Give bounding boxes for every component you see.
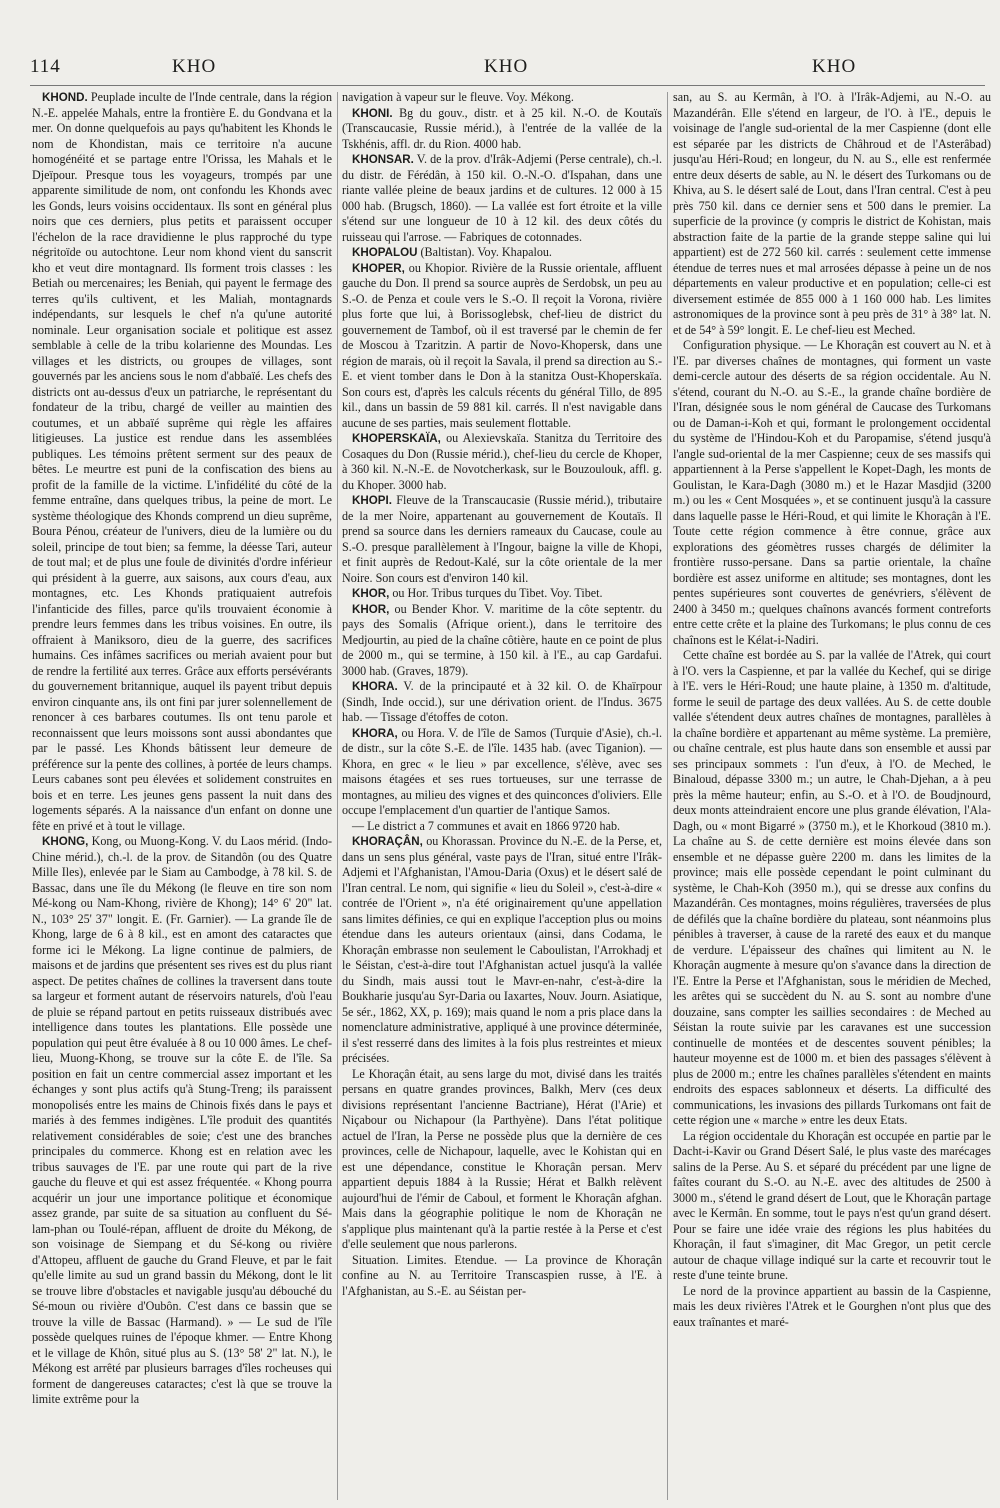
entry-headword: KHONI. (352, 106, 393, 120)
dictionary-entry (32, 834, 332, 1408)
column-3-heading: KHO (812, 56, 857, 77)
entry-text: ou Alexievskaïa. Stanitza du Territoire des Cosaques du Don (Russie mérid.), chef-lieu du cercle de Khoper, à 360 kil. N.-N.-E. de Novotcherkask, sur le Bouzoulouk, affl. g. du Khoper. 3000 hab. (342, 431, 662, 492)
entry-headword: KHOND. (42, 91, 88, 104)
entry-paragraph (342, 90, 662, 106)
text-column-3 (673, 90, 991, 1502)
entry-headword: KHOPERSKAÏA, (352, 432, 441, 445)
header-rule (30, 85, 985, 86)
entry-text: Situation. Limites. Etendue. — La province de Khoraçân confine au N. au Territoire Transcaspien russe, à l'E. à l'Afghanistan, au S.-E. au Séistan per- (342, 1252, 662, 1298)
entry-text: Le nord de la province appartient au bassin de la Caspienne, mais les deux rivières l'Atrek et le Gourghen n'ont plus que des eaux traînantes et maré- (673, 1283, 991, 1329)
column-1-heading: KHO (172, 56, 217, 77)
dictionary-entry (342, 106, 662, 153)
entry-text: ou Bender Khor. V. maritime de la côte septentr. du pays des Somalis (Afrique orient.), dans le territoire des Medjourtin, au pied de la chaîne côtière, haute en ce point de plus de 2000 m., qui se termine, à 150 kil. à l'E., au cap Gardafui. 3000 hab. (Graves, 1879). (342, 601, 662, 678)
dictionary-entry (342, 602, 662, 680)
page-number: 114 (30, 56, 61, 77)
entry-paragraph (342, 1067, 662, 1253)
entry-headword: KHORA, (352, 726, 398, 740)
text-column-1 (32, 90, 332, 1502)
entry-headword: KHOPER, (352, 261, 405, 275)
entry-text: Cette chaîne est bordée au S. par la vallée de l'Atrek, qui court à l'O. vers la Caspienne, et par la vallée du Kechef, qui se dirige à l'E. vers le Héri-Roud; une haute plaine, à 1350 m. d'altitude, forme le seuil de partage des deux vallées. Au S. de cette double vallée s'étendent deux autres chaînes de montagnes, parallèles à la chaîne bordière et appartenant au même système. La première, ou chaîne centrale, est plus haute dans son ensemble et aussi par ses principaux sommets : l'un d'eux, à l'O. de Meched, le Binaloud, dépasse 3300 m.; un autre, le Chah-Djehan, a à peu près la même hauteur; enfin, au S.-O. et à l'O. de Boudjnourd, deux monts atteindraient encore une plus grande élévation, l'Ala-Dagh, ou « mont Bigarré » (3750 m.), et le Khorkoud (3810 m.). La chaîne au S. de cette dernière est moins élevée dans son ensemble et ne dépasse guère 2200 m. dans les limites de la province; mais elle possède cependant le point culminant du système, le Chah-Koh (3950 m.), qui se dresse aux confins du Mazandérân. Ces montagnes, moins régulières, traversées de plus de défilés que la chaîne bordière du plateau, sont néanmoins plus pénibles à traverser, à cause de la rareté des eaux et du manque de verdure. L'épaisseur des chaînes qui limitent au N. le Khoraçân augmente à mesure qu'on s'avance dans la direction de l'E. Entre la Perse et l'Afghanistan, sous le méridien de Meched, les arêtes qui se succèdent du N. au S. sont au nombre d'une douzaine, sans compter les saillies secondaires : de Meched au Séistan la route suivie par les caravanes est une succession continuelle de montées et de descentes souvent pénibles; la hauteur moyenne est de 1000 m. et bien des passages s'élèvent à plus de 2000 m.; entre les chaînes parallèles s'étendent en maints endroits des espaces sablonneux et déserts. La difficulté des communications, les invasions des pillards Turkomans ont fait de cette région une « marche » entre les deux Etats. (673, 648, 991, 1127)
entry-paragraph (342, 1253, 662, 1300)
entry-paragraph (673, 1284, 991, 1331)
entry-headword: KHONG, (42, 835, 89, 848)
entry-paragraph (342, 819, 662, 835)
entry-text: navigation à vapeur sur le fleuve. Voy. Mékong. (342, 90, 574, 104)
dictionary-entry (342, 679, 662, 726)
dictionary-entry (342, 261, 662, 432)
entry-headword: KHONSAR. (352, 153, 414, 166)
dictionary-entry (342, 493, 662, 586)
entry-headword: KHOPALOU (352, 246, 418, 259)
entry-text: Peuplade inculte de l'Inde centrale, dans la région N.-E. appelée Mahals, entre la frontière E. du Gondvana et la mer. On donne quelquefois au pays qu'habitent les Khonds le nom de Khondistan, mais ce territoire n'a aucune homogénéité et se partage entre l'Orissa, les Mahals et le Djeïpour. Presque tous les voyageurs, trompés par une apparente similitude de nom, ont confondu les Khonds avec les Gonds, leurs voisins occidentaux. Ils sont en général plus noirs que ces derniers, plus petits et paraissent occuper l'échelon de la race dravidienne le plus rapproché du type négritoïde ou autochtone. Leur nom khond vient du sanscrit kho et veut dire montagnard. Ils forment trois classes : les Betiah ou mercenaires; les Beniah, qui payent le fermage des terres qu'ils cultivent, et les Maliah, montagnards indépendants, sur lesquels le chef n'a qu'une autorité nominale. Leur organisation sociale et politique est assez semblable à celle de la tribu kolarienne des Moundas. Les villages et les districts, ou groupes de villages, sont gouvernés par les anciens sous le nom d'abbaïé. Les chefs des districts ont au-dessus d'eux un patriarche, le représentant du fondateur de la tribu, chargé de veiller au maintien des coutumes, et un abbaïé suprême qui règle les affaires litigieuses. La justice est rendue dans les assemblées publiques. Les témoins prêtent serment sur des peaux de bêtes. Le meurtre est puni de la confiscation des biens au profit de la famille de la victime. L'infidélité du côté de la femme entraîne, dans quelques tribus, la peine de mort. Le système théologique des Khonds comprend un dieu suprême, Boura Pénou, créateur de l'univers, dieu de la lumière ou du soleil, principe de tout bien; sa femme, la déesse Tari, auteur de tout mal; et de plus une foule de divinités d'ordre inférieur qui président à la guerre, aux saisons, aux cours d'eau, aux montagnes, etc. Les Khonds pratiquaient autrefois l'infanticide des filles, parce qu'ils trouvaient économie à prendre leurs femmes dans les tribus voisines. En outre, ils offraient à Maniksoro, dieu de la guerre, des sacrifices humains. Ces infâmes sacrifices ou meriah avaient pour but de rendre la fertilité aux terres. Grâce aux efforts persévérants du gouvernement britannique, auquel ils payent tribut depuis environ cinquante ans, ils ont fini par jurer solennellement de renoncer à ces barbares coutumes. Ils ont tenu parole et reconnaissent que leurs moissons sont aussi abondantes que par le passé. Les Khonds bâtissent leur demeure de préférence sur la pente des collines, à portée de leurs champs. Leurs cabanes sont peu élevées et solidement construites en bois et en terre. Les jeunes gens passent la nuit dans des logements séparés. A la naissance d'un enfant on donne une fête en privé et à tout le village. (32, 90, 332, 833)
text-column-2 (342, 90, 662, 1502)
entry-headword: KHOR, (352, 602, 390, 616)
entry-text: La région occidentale du Khoraçân est occupée en partie par le Dacht-i-Kavir ou Grand Désert Salé, le plus vaste des marécages salins de la Perse. Au S. et séparé du précédent par une ligne de faîtes courant du S.-O. au N.-E. avec des altitudes de 2500 à 3000 m., s'étend le grand désert de Lout, que le Khoraçân partage avec le Kermân. En somme, tout le pays n'est qu'un grand désert. Pour se faire une idée vraie des régions les plus habitées du Khoraçân, il faut s'imaginer, dit Mac Gregor, un petit cercle autour de chaque village indiqué sur la carte et recouvrir tout le reste d'une teinte brune. (673, 1128, 991, 1282)
entry-text: ou Khorassan. Province du N.-E. de la Perse, et, dans un sens plus général, vaste pays de l'Iran, situé entre l'Irâk-Adjemi et l'Afghanistan, l'Amou-Daria (Oxus) et le désert salé de l'Iran central. Le nom, qui signifie « lieu du Soleil », c'est-à-dire « contrée de l'Orient », n'a été originairement qu'une appellation sans limites définies, ce qui en explique l'acception plus ou moins étendue dans les auteurs orientaux (ainsi, dans Codama, le Khoraçân embrasse non seulement le Caboulistan, l'Arrokhadj et le Séistan, c'est-à-dire tout l'Afghanistan actuel jusqu'à la vallée du Sindh, mais aussi tout le Mavr-en-nahr, c'est-à-dire la Boukharie jusqu'au Syr-Daria ou Iaxartes, Nouv. Journ. Asiatique, 5e sér., 1862, XX, p. 169); mais quand le nom a pris place dans la nomenclature administrative, appliqué à une province déterminée, il s'est resserré dans des limites à la fois plus restreintes et mieux précisées. (342, 834, 662, 1065)
entry-headword: KHOR, (352, 587, 390, 600)
entry-text: san, au S. au Kermân, à l'O. à l'Irâk-Adjemi, au N.-O. au Mazandérân. Elle s'étend en largeur, de l'O. à l'E., depuis le voisinage de l'angle sud-oriental de la mer Caspienne (dont elle est séparée par les districts de Châhroud et de l'Asterâbad) jusqu'au Héri-Roud; en longeur, du N. au S., elle est renfermée entre deux déserts de sable, au N. le désert des Turkomans ou de Khiva, au S. le désert salé de Lout, dans l'Iran central. C'est à peu près 750 kil. dans ce dernier sens et 500 dans le premier. La superficie de la province (y compris le district de Kohistan, mais abstraction faite de la partie de la grande steppe saline qui lui appartient) est de 272 560 kil. carrés : seulement cette immense étendue de terres nues et mal arrosées dépasse à peine un de nos départements en valeur productive et en population; celle-ci est diversement estimée de 855 000 à 1 160 000 hab. Les limites astronomiques de la province sont à peu près de 31° à 38° lat. N. et de 54° à 59° longit. E. Le chef-lieu est Meched. (673, 90, 991, 337)
entry-text: ou Khopior. Rivière de la Russie orientale, affluent gauche du Don. Il prend sa source auprès de Serdobsk, un peu au S.-O. de Penza et coule vers le S.-O. Il reçoit la Vorona, rivière plus forte que lui, à Borissoglebsk, chef-lieu de district du gouvernement de Tambof, où il est traversé par le chemin de fer de Moscou à Tzaritzin. A partir de Novo-Khopersk, dans une région de marais, où il reçoit la Savala, il prend sa direction au S.-E. et vient tomber dans le Don à la stanitza Oust-Khoperskaïa. Son cours est, d'après les calculs récents du général Tillo, de 895 kil., dans un bassin de 59 881 kil. carrés. Il n'est navigable dans aucune de ses parties, mais seulement flottable. (342, 260, 662, 430)
dictionary-entry (342, 152, 662, 245)
entry-text: V. de la prov. d'Irâk-Adjemi (Perse centrale), ch.-l. du distr. de Férédân, à 150 kil. O.-N.-O. d'Ispahan, dans une riante vallée pleine de beaux jardins et de cultures. 12 000 à 15 000 hab. (Brugsch, 1860). — La vallée est fort étroite et la ville s'étend sur une longueur de 10 à 12 kil. des deux côtés du ruisseau qui l'arrose. — Fabriques de cotonnades. (342, 152, 662, 244)
entry-text: Bg du gouv., distr. et à 25 kil. N.-O. de Koutaïs (Transcaucasie, Russie mérid.), à l'entrée de la vallée de la Tskhénis, affl. dr. du Rion. 4000 hab. (342, 105, 662, 151)
entry-text: — Le district a 7 communes et avait en 1866 9720 hab. (352, 818, 621, 833)
entry-paragraph (673, 1129, 991, 1284)
entry-headword: KHORAÇÂN, (352, 835, 423, 848)
entry-headword: KHORA. (352, 680, 398, 693)
dictionary-entry (342, 726, 662, 819)
entry-text: ou Hor. Tribus turques du Tibet. Voy. Tibet. (389, 586, 603, 600)
running-header (0, 56, 1000, 86)
dictionary-entry (342, 834, 662, 1067)
dictionary-entry (32, 90, 332, 834)
dictionary-entry (342, 245, 662, 261)
entry-paragraph (673, 90, 991, 338)
entry-text: Le Khoraçân était, au sens large du mot, divisé dans les traités persans en quatre grandes provinces, Balkh, Merv (ces deux divisions représentant l'ancienne Bactriane), Hérat (l'Arie) et Niçabour ou Nichapour (la Parthyène). Dans l'état politique actuel de l'Iran, la Perse ne possède plus que la dernière de ces provinces, celle de Nichapour, laquelle, avec le Kohistan qui en est une dépendance, constitue le Khoraçân persan. Merv appartient depuis 1884 à la Russie; Hérat et Balkh relèvent aujourd'hui de l'émir de Caboul, et forment le Khoraçân afghan. Mais dans la géographie politique le nom de Khoraçân ne s'applique plus maintenant qu'à la partie restée à la Perse et c'est d'elle seulement que nous parlerons. (342, 1066, 662, 1251)
entry-headword: KHOPI. (352, 494, 392, 507)
entry-paragraph (673, 338, 991, 648)
entry-text: Fleuve de la Transcaucasie (Russie mérid.), tributaire de la mer Noire, appartenant au gouvernement de Koutaïs. Il prend sa source dans les derniers rameaux du Caucase, coule au S.-O. presque parallèlement à l'Ingour, baigne la ville de Khopi, et finit auprès de Redout-Kalé, sur la côte orientale de la mer Noire. Son cours est d'environ 140 kil. (342, 493, 662, 585)
entry-text: Configuration physique. — Le Khoraçân est couvert au N. et à l'E. par diverses chaînes de montagnes, qui forment un vaste demi-cercle autour des déserts de sa région occidentale. Au N. s'étend, courant du N.-O. au S.-E., la grande chaîne bordière de l'Iran, désignée sous le nom général de Caucase des Turkomans ou de Daman-i-Koh et qui, formant le prolongement occidental du système de l'Hindou-Koh et du Paropamise, s'étend jusqu'à l'angle sud-oriental de la mer Caspienne; ceux de ses massifs qui appartiennent à la Perse s'appellent le Kopet-Dagh, les monts de Goulistan, le Kara-Dagh (3080 m.) et le Hazar Masdjid (3200 m.) ou les « Cent Mosquées », et se continuent jusqu'à la cassure dans laquelle passe le Héri-Roud, et qui limite le Khoraçân à l'E. Toute cette région commence à être connue, grâce aux explorations des géomètres russes chargés de délimiter la frontière russo-persane. Dans sa partie orientale, la chaîne bordière est assez uniforme en altitude; ses montagnes, dont les pentes supérieures sont couvertes de genévriers, s'élèvent de 2400 à 3450 m.; quelques chaînons avancés forment contreforts entre cette crête et la plaine des Turkomans; le plus connu de ces chaînons est le Kélat-i-Nadiri. (673, 338, 991, 647)
column-divider (667, 92, 668, 1500)
column-divider (337, 92, 338, 1500)
entry-text: (Baltistan). Voy. Khapalou. (417, 245, 552, 259)
entry-text: Kong, ou Muong-Kong. V. du Laos mérid. (Indo-Chine mérid.), ch.-l. de la prov. de Sitandôn (ou des Quatre Mille Iles), enlevée par le Siam au Cambodge, à 78 kil. S. de Bassac, dans une île du Mékong (le fleuve en tire son nom Mé-kong ou Nam-Khong, rivière de Khong); 14° 6' 20" lat. N., 103° 25' 37" longit. E. (Fr. Garnier). — La grande île de Khong, large de 6 à 8 kil., est en amont des cataractes que forme ici le Mékong. La ligne continue de palmiers, de maisons et de jardins que présentent ses rives est du plus riant aspect. De petites chaînes de collines la traversent dans toute sa largeur et forment autant de réservoirs naturels, d'où l'eau de pluie se répand partout en petits ruisseaux distribués avec intelligence dans toutes les plantations. Elle possède une population qui peut être évaluée à 8 ou 10 000 âmes. Le chef-lieu, Muong-Khong, se trouve sur la côte E. de l'île. Sa position en fait un centre commercial assez important et les échanges y sont plus actifs qu'à Stung-Treng; ils paraissent monopolisés entre les mains de Chinois fixés dans le pays et mariés à des femmes indigènes. L'île produit des quantités relativement considérables de soie; c'est une des branches principales du commerce. Khong est en relation avec les tribus sauvages de l'E. par une route qui part de la rive gauche du fleuve et qui est assez fréquentée. « Khong pourra acquérir un jour une importance politique et économique assez grande, par suite de sa situation au confluent du Sé-lam-phan ou Toulé-répan, affluent de droite du Mékong, de son voisinage de Siempang et du Sé-kong ou rivière d'Attopeu, affluent de gauche du Grand Fleuve, et par le fait qu'elle limite au sud un grand bassin du Mékong, dont le lit se trouve libre d'obstacles et navigable jusqu'au débouché du Sé-moun ou rivière d'Oubôn. C'est dans ce bassin que se trouve la ville de Bassac (Harmand). » — Le sud de l'île possède quelques ruines de l'époque khmer. — Entre Khong et le village de Khôn, situé plus au S. (13° 58' 2" lat. N.), le Mékong est arrêté par plusieurs barrages d'îles rocheuses qui forment de dangereuses cataractes; c'est là que se trouve la limite extrême pour la (32, 834, 332, 1406)
entry-text: ou Hora. V. de l'île de Samos (Turquie d'Asie), ch.-l. de distr., sur la côte S.-E. de l'île. 1435 hab. (avec Tiganion). — Khora, en grec « le lieu » par excellence, s'élève, avec ses maisons étagées et ses rues tortueuses, sur une terrasse de montagnes, au milieu des vignes et des quinconces d'oliviers. Elle occupe l'emplacement d'un quartier de l'antique Samos. (342, 725, 662, 817)
dictionary-entry (342, 431, 662, 493)
dictionary-entry (342, 586, 662, 602)
column-2-heading: KHO (484, 56, 529, 77)
entry-paragraph (673, 648, 991, 1129)
entry-text: V. de la principauté et à 32 kil. O. de Khaïrpour (Sindh, Inde occid.), sur une dérivation orient. de l'Indus. 3675 hab. — Tissage d'étoffes de coton. (342, 679, 662, 724)
